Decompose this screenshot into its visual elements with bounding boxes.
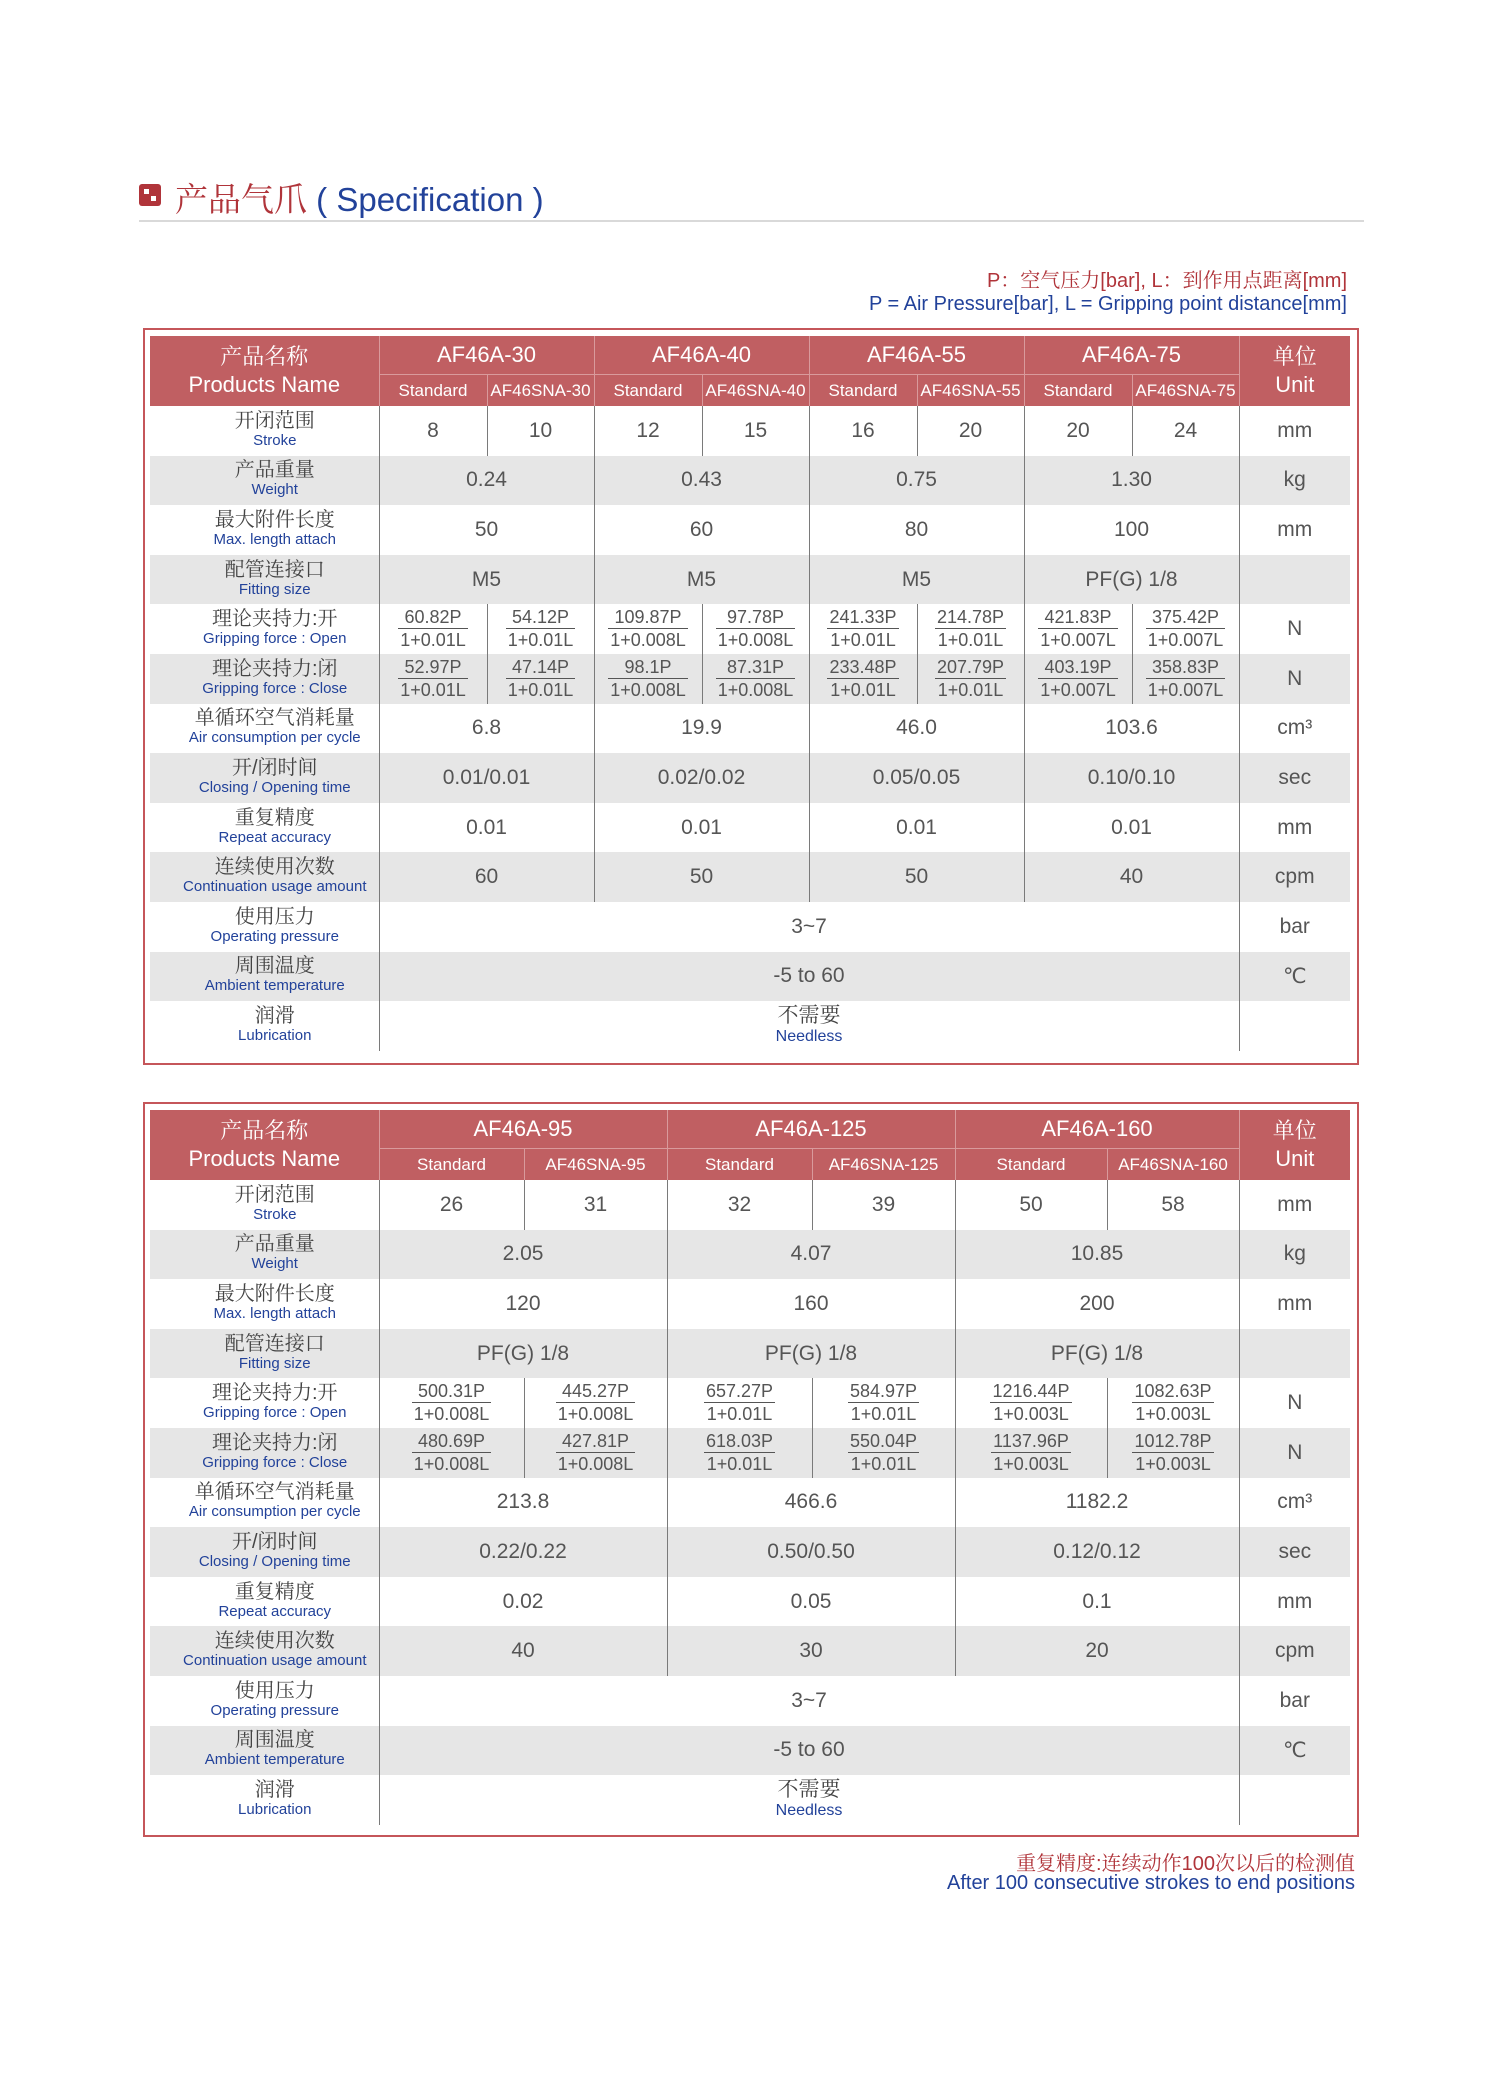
cell-value: 466.6 [667,1478,955,1528]
header-sub-sna: AF46SNA-40 [702,375,809,407]
row-label: 开/闭时间 Closing / Opening time [150,753,379,803]
header-sub-sna: AF46SNA-75 [1132,375,1239,407]
row-temperature [150,1726,1350,1776]
header-model: AF46A-160 [955,1110,1239,1149]
row-grip-close [150,1428,1350,1478]
cell-value: 0.01 [1024,803,1239,853]
cell-value: 15 [702,406,809,456]
spec-table-1 [150,336,1350,1051]
row-stroke [150,406,1350,456]
cell-fraction: $\frac{375.42P}{1+0.007L}$ [1132,604,1239,654]
cell-value: 40 [1024,852,1239,902]
cell-fraction: $\frac{241.33P}{1+0.01L}$ [809,604,917,654]
cell-value: 0.22/0.22 [379,1527,667,1577]
cell-value: 200 [955,1279,1239,1329]
cell-unit: N [1239,604,1350,654]
row-temperature [150,952,1350,1002]
cell-value: 8 [379,406,487,456]
header-sub-sna: AF46SNA-160 [1107,1149,1239,1181]
cell-unit [1239,1775,1350,1825]
cell-value: 39 [812,1180,955,1230]
cell-fraction: $\frac{358.83P}{1+0.007L}$ [1132,654,1239,704]
cell-unit: ℃ [1239,952,1350,1002]
row-label: 配管连接口 Fitting size [150,555,379,605]
cell-value: 1182.2 [955,1478,1239,1528]
header-model: AF46A-125 [667,1110,955,1149]
cell-fraction: $\frac{480.69P}{1+0.008L}$ [379,1428,524,1478]
row-label: 润滑 Lubrication [238,1778,312,1818]
header-unit: 单位 Unit [1239,336,1350,406]
cell-value: 16 [809,406,917,456]
cell-fraction: $\frac{584.97P}{1+0.01L}$ [812,1378,955,1428]
row-label: 重复精度 Repeat accuracy [218,806,332,846]
row-weight [150,456,1350,506]
cell-fraction: $\frac{52.97P}{1+0.01L}$ [379,654,487,704]
row-label: 开闭范围 Stroke [234,409,315,449]
cell-value: 3~7 [379,1676,1239,1726]
row-label: 理论夹持力:开 Gripping force : Open [203,608,347,648]
cell-value: M5 [594,555,809,605]
cell-value: 0.01 [379,803,594,853]
page-title: 产品气爪 ( Specification ) [175,181,544,218]
cell-value: 50 [809,852,1024,902]
cell-fraction: $\frac{87.31P}{1+0.008L}$ [702,654,809,704]
cell-value: 12 [594,406,702,456]
cell-value: 26 [379,1180,524,1230]
section-title [139,168,1364,222]
header-unit: 单位 Unit [1239,1110,1350,1180]
cell-value: 30 [667,1626,955,1676]
cell-unit: mm [1239,1577,1350,1627]
row-label: 重复精度 Repeat accuracy [218,1580,332,1620]
cell-unit: N [1239,654,1350,704]
cell-value: 0.12/0.12 [955,1527,1239,1577]
cell-value: 50 [594,852,809,902]
cell-value: PF(G) 1/8 [667,1329,955,1379]
cell-unit: kg [1239,456,1350,506]
cell-unit: bar [1239,902,1350,952]
cell-unit: sec [1239,753,1350,803]
cell-fraction: $\frac{618.03P}{1+0.01L}$ [667,1428,812,1478]
cell-value: 0.50/0.50 [667,1527,955,1577]
row-label: 配管连接口 Fitting size [150,1329,379,1379]
row-fitting [150,555,1350,605]
cell-fraction: $\frac{97.78P}{1+0.008L}$ [702,604,809,654]
header-sub-standard: Standard [667,1149,812,1181]
cell-value: 20 [1024,406,1132,456]
cell-fraction: $\frac{500.31P}{1+0.008L}$ [379,1378,524,1428]
cell-value: 32 [667,1180,812,1230]
row-label: 单循环空气消耗量 Air consumption per cycle [188,707,361,747]
cell-value: 0.02/0.02 [594,753,809,803]
cell-fraction: $\frac{60.82P}{1+0.01L}$ [379,604,487,654]
row-label: 周围温度 Ambient temperature [150,952,379,1002]
row-label: 最大附件长度 Max. length attach [213,508,337,548]
header-sub-standard: Standard [1024,375,1132,407]
cell-fraction: $\frac{214.78P}{1+0.01L}$ [917,604,1024,654]
row-repeat-accuracy [150,803,1350,853]
row-label: 理论夹持力:闭 Gripping force : Close [150,654,379,704]
footnote-cn: 重复精度:连续动作100次以后的检测值 [1016,1853,1355,1875]
cell-unit: N [1239,1428,1350,1478]
cell-value: 0.75 [809,456,1024,506]
cell-fraction: $\frac{54.12P}{1+0.01L}$ [487,604,594,654]
header-model: AF46A-55 [809,336,1024,375]
row-label: 开闭范围 Stroke [234,1183,315,1223]
row-grip-close [150,654,1350,704]
row-time [150,753,1350,803]
row-label: 产品重量 Weight [150,1230,379,1280]
row-label: 连续使用次数 Continuation usage amount [150,852,379,902]
cell-fraction: $\frac{98.1P}{1+0.008L}$ [594,654,702,704]
header-sub-standard: Standard [379,375,487,407]
header-sub-sna: AF46SNA-30 [487,375,594,407]
cell-unit: mm [1239,406,1350,456]
cell-value: 0.24 [379,456,594,506]
cell-value: 1.30 [1024,456,1239,506]
row-max-length [150,1279,1350,1329]
cell-value: 20 [955,1626,1239,1676]
row-repeat-accuracy [150,1577,1350,1627]
row-label: 理论夹持力:闭 Gripping force : Close [150,1428,379,1478]
header-sub-standard: Standard [955,1149,1107,1181]
cell-unit: cm³ [1239,1478,1350,1528]
header-sub-sna: AF46SNA-125 [812,1149,955,1181]
cell-fraction: $\frac{657.27P}{1+0.01L}$ [667,1378,812,1428]
spec-table-2 [150,1110,1350,1825]
cell-value: M5 [809,555,1024,605]
row-label: 单循环空气消耗量 Air consumption per cycle [188,1481,361,1521]
cell-unit: mm [1239,505,1350,555]
cell-value: 120 [379,1279,667,1329]
row-label: 理论夹持力:开 Gripping force : Open [203,1382,347,1422]
row-max-length [150,505,1350,555]
cell-value: 50 [955,1180,1107,1230]
row-label: 使用压力 Operating pressure [210,905,339,945]
cell-fraction: $\frac{1137.96P}{1+0.003L}$ [955,1428,1107,1478]
cell-unit: bar [1239,1676,1350,1726]
cell-fraction: $\frac{1216.44P}{1+0.003L}$ [955,1378,1107,1428]
cell-value: 160 [667,1279,955,1329]
cell-value: PF(G) 1/8 [379,1329,667,1379]
cell-fraction: $\frac{445.27P}{1+0.008L}$ [524,1378,667,1428]
cell-value: 6.8 [379,704,594,754]
cell-value: 31 [524,1180,667,1230]
cell-value: 80 [809,505,1024,555]
cell-value: 2.05 [379,1230,667,1280]
cell-fraction: $\frac{109.87P}{1+0.008L}$ [594,604,702,654]
cell-value: 不需要 Needless [379,1001,1239,1051]
header-sub-sna: AF46SNA-95 [524,1149,667,1181]
header-product-name: 产品名称 Products Name [150,1110,379,1180]
cell-fraction: $\frac{47.14P}{1+0.01L}$ [487,654,594,704]
row-label: 产品重量 Weight [150,456,379,506]
cell-value: -5 to 60 [379,1726,1239,1776]
cell-value: 0.05 [667,1577,955,1627]
cell-unit: mm [1239,1279,1350,1329]
cell-fraction: $\frac{1082.63P}{1+0.003L}$ [1107,1378,1239,1428]
cell-fraction: $\frac{1012.78P}{1+0.003L}$ [1107,1428,1239,1478]
cell-unit: mm [1239,803,1350,853]
cell-value: 58 [1107,1180,1239,1230]
row-lubrication [150,1001,1350,1051]
legend-cn: P：空气压力[bar], L：到作用点距离[mm] [986,270,1347,292]
cell-unit [1239,1001,1350,1051]
cell-value: 19.9 [594,704,809,754]
cell-value: 0.1 [955,1577,1239,1627]
row-lubrication [150,1775,1350,1825]
row-label: 使用压力 Operating pressure [210,1679,339,1719]
cell-value: 0.01 [809,803,1024,853]
row-fitting [150,1329,1350,1379]
cell-fraction: $\frac{550.04P}{1+0.01L}$ [812,1428,955,1478]
cell-value: PF(G) 1/8 [1024,555,1239,605]
row-label: 连续使用次数 Continuation usage amount [150,1626,379,1676]
cell-unit [1239,555,1350,605]
cell-unit: cpm [1239,852,1350,902]
cell-value: M5 [379,555,594,605]
row-label: 开/闭时间 Closing / Opening time [150,1527,379,1577]
cell-value: 40 [379,1626,667,1676]
cell-value: 0.01 [594,803,809,853]
row-grip-open [150,1378,1350,1428]
cell-value: 3~7 [379,902,1239,952]
cell-value: 0.01/0.01 [379,753,594,803]
cell-value: PF(G) 1/8 [955,1329,1239,1379]
cell-value: 20 [917,406,1024,456]
cell-value: 103.6 [1024,704,1239,754]
cell-unit: cpm [1239,1626,1350,1676]
cell-value: 60 [379,852,594,902]
row-pressure [150,1676,1350,1726]
cell-unit: cm³ [1239,704,1350,754]
row-stroke [150,1180,1350,1230]
cell-value: 4.07 [667,1230,955,1280]
header-sub-standard: Standard [379,1149,524,1181]
cell-value: 0.05/0.05 [809,753,1024,803]
header-model: AF46A-95 [379,1110,667,1149]
row-grip-open [150,604,1350,654]
cell-value: 50 [379,505,594,555]
legend-en: P = Air Pressure[bar], L = Gripping point distance[mm] [868,293,1347,315]
cell-value: 100 [1024,505,1239,555]
row-air-consumption [150,704,1350,754]
section-bullet-icon [139,184,161,206]
cell-value: -5 to 60 [379,952,1239,1002]
cell-unit: N [1239,1378,1350,1428]
cell-unit: ℃ [1239,1726,1350,1776]
cell-unit: kg [1239,1230,1350,1280]
row-pressure [150,902,1350,952]
cell-unit: mm [1239,1180,1350,1230]
row-continuation [150,852,1350,902]
cell-value: 46.0 [809,704,1024,754]
row-air-consumption [150,1478,1350,1528]
row-label: 周围温度 Ambient temperature [150,1726,379,1776]
cell-value: 不需要 Needless [379,1775,1239,1825]
cell-fraction: $\frac{233.48P}{1+0.01L}$ [809,654,917,704]
cell-value: 24 [1132,406,1239,456]
footnote-en: After 100 consecutive strokes to end positions [946,1872,1355,1894]
cell-value: 10.85 [955,1230,1239,1280]
cell-value: 10 [487,406,594,456]
row-label: 润滑 Lubrication [238,1004,312,1044]
cell-value: 213.8 [379,1478,667,1528]
cell-value: 0.43 [594,456,809,506]
cell-unit [1239,1329,1350,1379]
header-model: AF46A-40 [594,336,809,375]
header-model: AF46A-75 [1024,336,1239,375]
cell-value: 60 [594,505,809,555]
row-label: 最大附件长度 Max. length attach [213,1282,337,1322]
cell-value: 0.10/0.10 [1024,753,1239,803]
header-sub-sna: AF46SNA-55 [917,375,1024,407]
cell-fraction: $\frac{427.81P}{1+0.008L}$ [524,1428,667,1478]
header-product-name: 产品名称 Products Name [150,336,379,406]
cell-fraction: $\frac{403.19P}{1+0.007L}$ [1024,654,1132,704]
cell-unit: sec [1239,1527,1350,1577]
header-model: AF46A-30 [379,336,594,375]
row-continuation [150,1626,1350,1676]
cell-fraction: $\frac{207.79P}{1+0.01L}$ [917,654,1024,704]
header-sub-standard: Standard [594,375,702,407]
cell-value: 0.02 [379,1577,667,1627]
row-weight [150,1230,1350,1280]
row-time [150,1527,1350,1577]
header-sub-standard: Standard [809,375,917,407]
cell-fraction: $\frac{421.83P}{1+0.007L}$ [1024,604,1132,654]
